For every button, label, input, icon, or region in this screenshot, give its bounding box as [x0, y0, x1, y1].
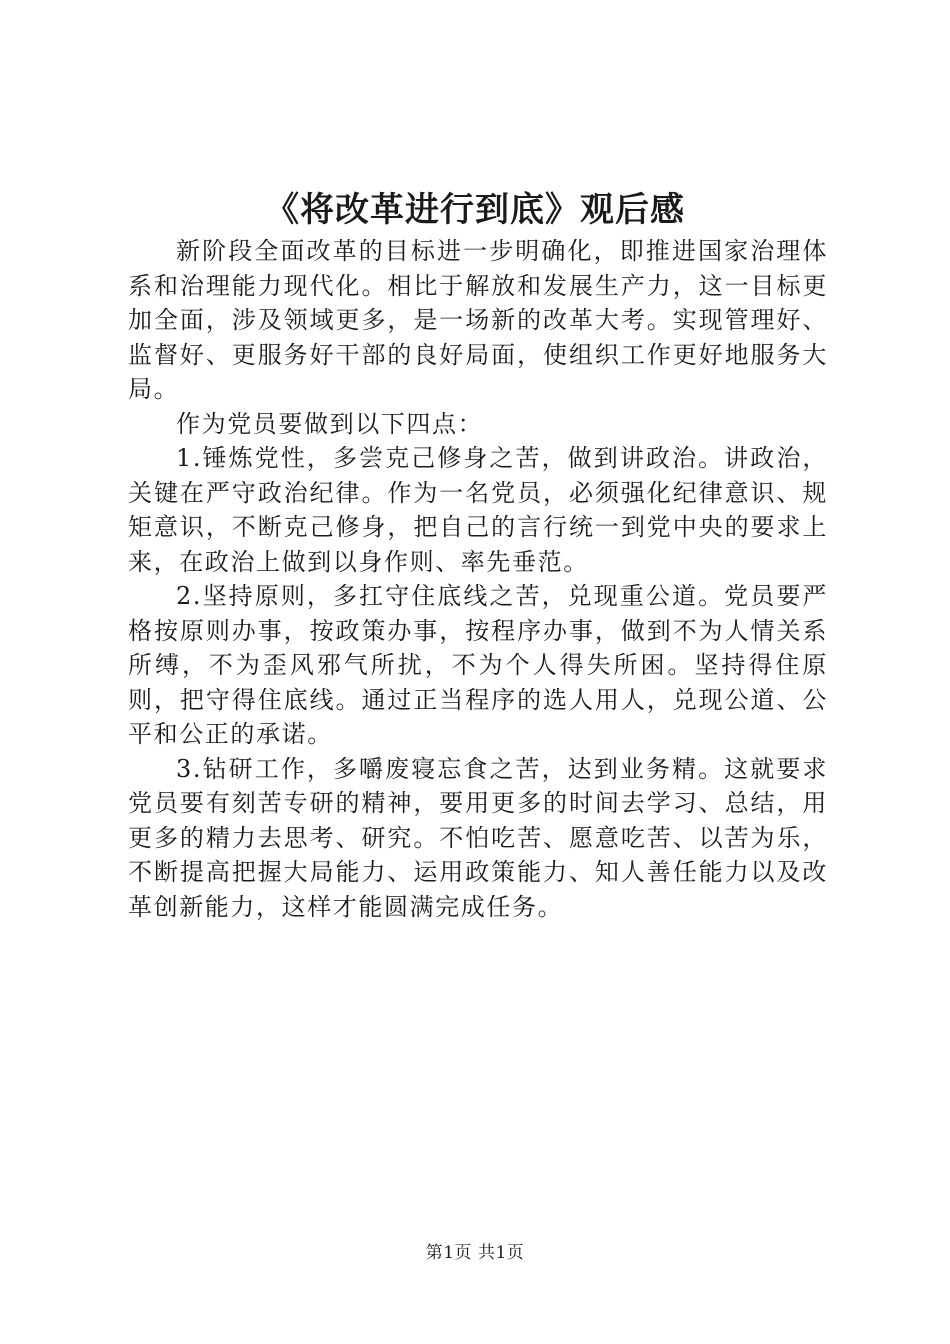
- paragraph-point-1: 1.锤炼党性，多尝克己修身之苦，做到讲政治。讲政治，关键在严守政治纪律。作为一名党员，必须强化纪律意识、规矩意识，不断克己修身，把自己的言行统一到党中央的要求上来，在政治上做到以身作则、率先垂范。: [128, 444, 828, 576]
- paragraph-lead-in: 作为党员要做到以下四点：: [176, 409, 484, 438]
- paragraph-point-2: 2.坚持原则，多扛守住底线之苦，兑现重公道。党员要严格按原则办事，按政策办事，按程序办事，做到不为人情关系所缚，不为歪风邪气所扰，不为个人得失所困。坚持得住原则，把守得住底线。通过正当程序的选人用人，兑现公道、公平和公正的承诺。: [128, 582, 828, 748]
- document-title: 《将改革进行到底》观后感: [265, 190, 685, 230]
- paragraph-point-3: 3.钻研工作，多嚼废寝忘食之苦，达到业务精。这就要求党员要有刻苦专研的精神，要用更多的时间去学习、总结，用更多的精力去思考、研究。不怕吃苦、愿意吃苦、以苦为乐，不断提高把握大局能力、运用政策能力、知人善任能力以及改革创新能力，这样才能圆满完成任务。: [128, 754, 828, 921]
- paragraph-intro: 新阶段全面改革的目标进一步明确化，即推进国家治理体系和治理能力现代化。相比于解放和发展生产力，这一目标更加全面，涉及领域更多，是一场新的改革大考。实现管理好、监督好、更服务好干部的良好局面，使组织工作更好地服务大局。: [128, 237, 828, 403]
- document-body: [128, 234, 828, 924]
- page-footer: 第1页 共1页: [425, 1243, 525, 1263]
